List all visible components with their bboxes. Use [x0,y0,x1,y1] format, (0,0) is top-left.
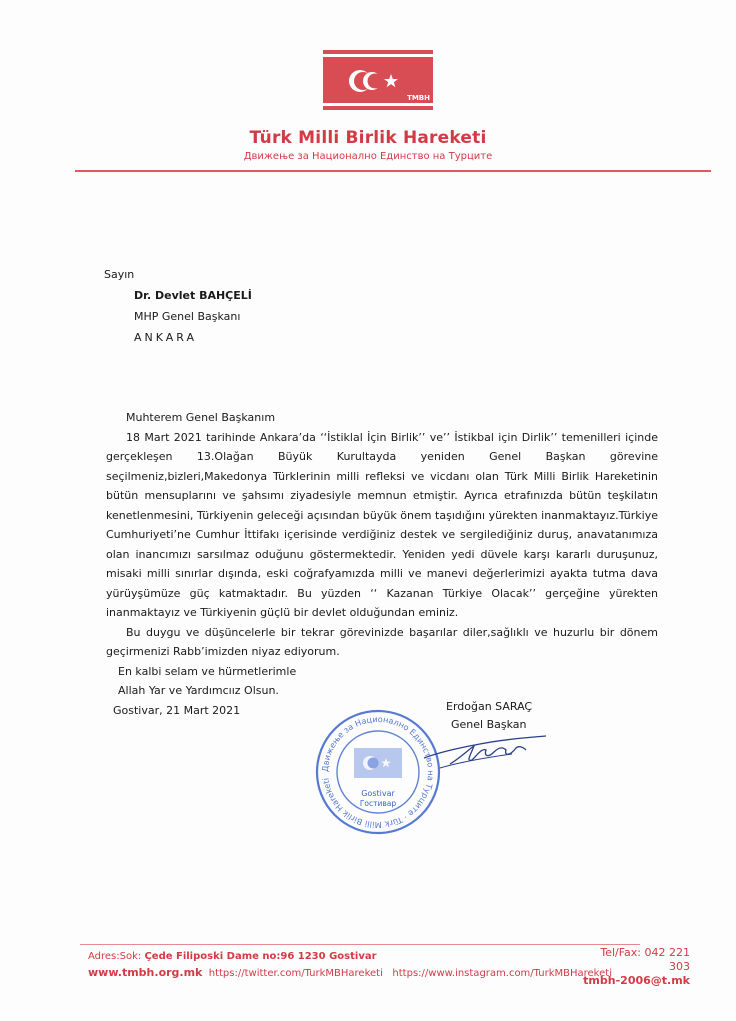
footer-address [88,951,377,962]
stamp-city-tr: Gostivar [361,789,395,798]
recipient-city: ANKARA [134,331,198,344]
handwritten-signature [420,728,550,778]
phone-fax: Tel/Fax: 042 221 303 [600,946,690,973]
closing-line-2: Allah Yar ve Yardımcıız Olsun. [118,684,279,697]
salutation: Muhterem Genel Başkanım [126,411,276,424]
letter-body [106,408,658,701]
stamp-ring-text: Движење за Национално Единство на Турците · Türk Milli Birlik Hareketi [319,713,437,831]
logo-tag: TMBH [407,94,430,102]
footer-divider [80,944,640,945]
footer-contact [578,946,690,988]
header-divider [75,170,711,172]
signer-title: Genel Başkan [451,718,527,731]
recipient-name: Dr. Devlet BAHÇELİ [134,289,252,302]
crescent-star-icon [347,66,399,96]
address-label: Adres:Sok: [88,951,145,962]
footer-links [88,966,612,979]
twitter-link[interactable]: https://twitter.com/TurkMBHareketi [208,968,383,979]
body-paragraph-1: 18 Mart 2021 tarihinde Ankara’da ‘‘İstiklal İçin Birlik’’ ve’’ İstikbal için Dirlik’’ temenilleri içinde gerçekleşen 13.Olağan Büyük Kurultayda yeniden Genel Başkan görevine seçilmeniz,bizleri,Makedonya Türklerinin milli refleksi ve vicdanı olan Türk Milli Birlik Hareketinin bütün mensuplarını ve şahsımı ziyadesiyle memnun etmiştir. Ayrıca etrafınızda bütün teşkilatın kenetlenmesini, Türkiyenin geleceği açısından büyük önem taşıdığını yürekten inanmaktayız.Türkiye Cumhuriyeti’ne Cumhur İttifakı içerisinde verdiğiniz destek ve sergilediğiniz duruş, anavatanımıza olan inancımızı sarsılmaz oduğunu göstermektedir. Yeniden yedi düvele karşı kararlı duruşunuz, misaki milli sınırlar dışında, eski coğrafyamızda milli ve manevi değerlerimizi ayakta tutma dava yürüyşümüze güç katmaktadır. Bu yüzden ‘‘ Kazanan Türkiye Olacak’’ gerçeğine yürekten inanmaktayız ve Türkiyenin güçlü bir devlet olduğundan eminiz. [106,430,658,619]
body-paragraph-2: Bu duygu ve düşüncelerle bir tekrar görevinizde başarılar diler,sağlıklı ve huzurlu bir dönem geçirmenizi Rabb’imizden niyaz ediyorum. [106,625,658,658]
website-link[interactable]: www.tmbh.org.mk [88,966,203,979]
closing-line-1: En kalbi selam ve hürmetlerimle [118,664,297,678]
organization-subtitle: Движење за Национално Единство на Турците [243,151,493,162]
instagram-link[interactable]: https://www.instagram.com/TurkMBHareketi [392,968,612,979]
address-street: Çede Filiposki Dame no:96 1230 Gostivar [144,951,377,962]
recipient-title: MHP Genel Başkanı [134,310,241,323]
recipient-block [104,264,252,348]
email-address[interactable]: tmbh-2006@t.mk [583,974,690,987]
place-date: Gostivar, 21 Mart 2021 [113,704,241,717]
signer-name: Erdoğan SARAÇ [446,700,533,713]
tmbh-flag-logo [323,50,433,110]
organization-name: Türk Milli Birlik Hareketi [249,128,487,148]
stamp-city-mk: Гостивар [359,799,397,808]
recipient-greeting: Sayın [104,268,135,281]
